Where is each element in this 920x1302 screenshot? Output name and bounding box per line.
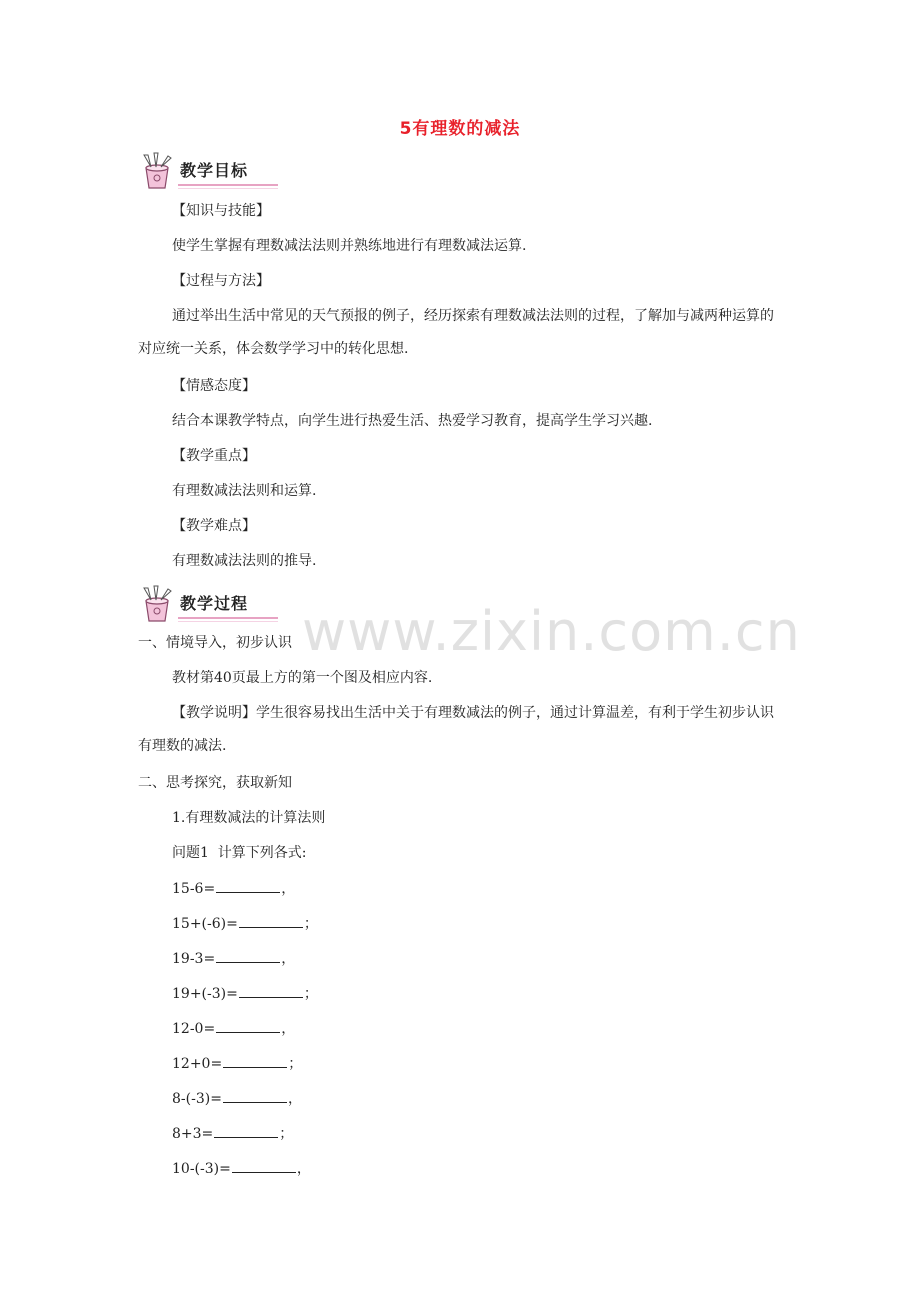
expression: 12-0= <box>172 1021 216 1037</box>
section-banner-goals <box>138 152 283 192</box>
answer-blank[interactable] <box>232 1158 296 1173</box>
expression: 8-(-3)= <box>172 1091 222 1107</box>
watermark: www.zixin.com.cn <box>302 600 801 663</box>
heading-attitude: 【情感态度】 <box>172 378 256 394</box>
punctuation: ； <box>279 1126 294 1142</box>
text-textbook-ref: 教材第40页最上方的第一个图及相应内容. <box>172 670 433 686</box>
expression: 19+(-3)= <box>172 986 238 1002</box>
expression: 8+3= <box>172 1126 214 1142</box>
expression: 15+(-6)= <box>172 916 238 932</box>
punctuation: ， <box>281 1021 296 1037</box>
punctuation: ； <box>303 916 318 932</box>
expression: 15-6= <box>172 881 216 897</box>
banner-underline <box>178 184 278 186</box>
text-key-point: 有理数减法法则和运算. <box>172 483 317 499</box>
punctuation: ， <box>281 951 296 967</box>
pencil-cup-icon <box>138 152 182 192</box>
punctuation: ； <box>288 1056 303 1072</box>
answer-blank[interactable] <box>239 983 303 998</box>
banner-underline <box>178 617 278 619</box>
answer-blank[interactable] <box>223 1053 287 1068</box>
text-process-method: 通过举出生活中常见的天气预报的例子，经历探索有理数减法法则的过程，了解加与减两种运算的对应统一关系，体会数学学习中的转化思想. <box>138 308 774 357</box>
text-knowledge: 使学生掌握有理数减法法则并熟练地进行有理数减法运算. <box>172 238 527 254</box>
section-heading-intro: 一、情境导入，初步认识 <box>138 635 292 651</box>
exercise-line <box>172 1123 293 1144</box>
banner-underline <box>178 188 278 189</box>
exercise-line <box>172 1053 302 1074</box>
punctuation: ， <box>287 1091 302 1107</box>
section-heading-explore: 二、思考探究，获取新知 <box>138 775 292 791</box>
punctuation: ， <box>281 881 296 897</box>
answer-blank[interactable] <box>216 1018 280 1033</box>
expression: 19-3= <box>172 951 216 967</box>
exercise-line <box>172 1158 311 1179</box>
exercise-line <box>172 948 295 969</box>
answer-blank[interactable] <box>216 948 280 963</box>
exercise-line <box>172 1088 302 1109</box>
heading-process-method: 【过程与方法】 <box>172 273 270 289</box>
text-attitude: 结合本课教学特点，向学生进行热爱生活、热爱学习教育，提高学生学习兴趣. <box>172 413 653 429</box>
answer-blank[interactable] <box>223 1088 287 1103</box>
banner-underline <box>178 621 278 622</box>
section-banner-process <box>138 585 283 625</box>
exercise-line <box>172 983 318 1004</box>
exercise-line <box>172 1018 295 1039</box>
question-1: 问题1 计算下列各式: <box>172 845 307 861</box>
pencil-cup-icon <box>138 585 182 625</box>
heading-difficulty: 【教学难点】 <box>172 518 256 534</box>
answer-blank[interactable] <box>216 878 280 893</box>
expression: 12+0= <box>172 1056 223 1072</box>
section-banner-label: 教学过程 <box>180 594 249 613</box>
answer-blank[interactable] <box>214 1123 278 1138</box>
punctuation: ； <box>303 986 318 1002</box>
expression: 10-(-3)= <box>172 1161 231 1177</box>
answer-blank[interactable] <box>239 913 303 928</box>
section-banner-label: 教学目标 <box>180 161 249 180</box>
subheading-rule: 1.有理数减法的计算法则 <box>172 810 326 826</box>
exercise-line <box>172 913 318 934</box>
heading-knowledge: 【知识与技能】 <box>172 203 270 219</box>
page-title: 5有理数的减法 <box>399 119 521 139</box>
text-difficulty: 有理数减法法则的推导. <box>172 553 317 569</box>
text-teaching-note: 【教学说明】学生很容易找出生活中关于有理数减法的例子，通过计算温差，有利于学生初步认识有理数的减法. <box>138 705 774 754</box>
punctuation: ， <box>296 1161 311 1177</box>
exercise-line <box>172 878 295 899</box>
heading-key-point: 【教学重点】 <box>172 448 256 464</box>
